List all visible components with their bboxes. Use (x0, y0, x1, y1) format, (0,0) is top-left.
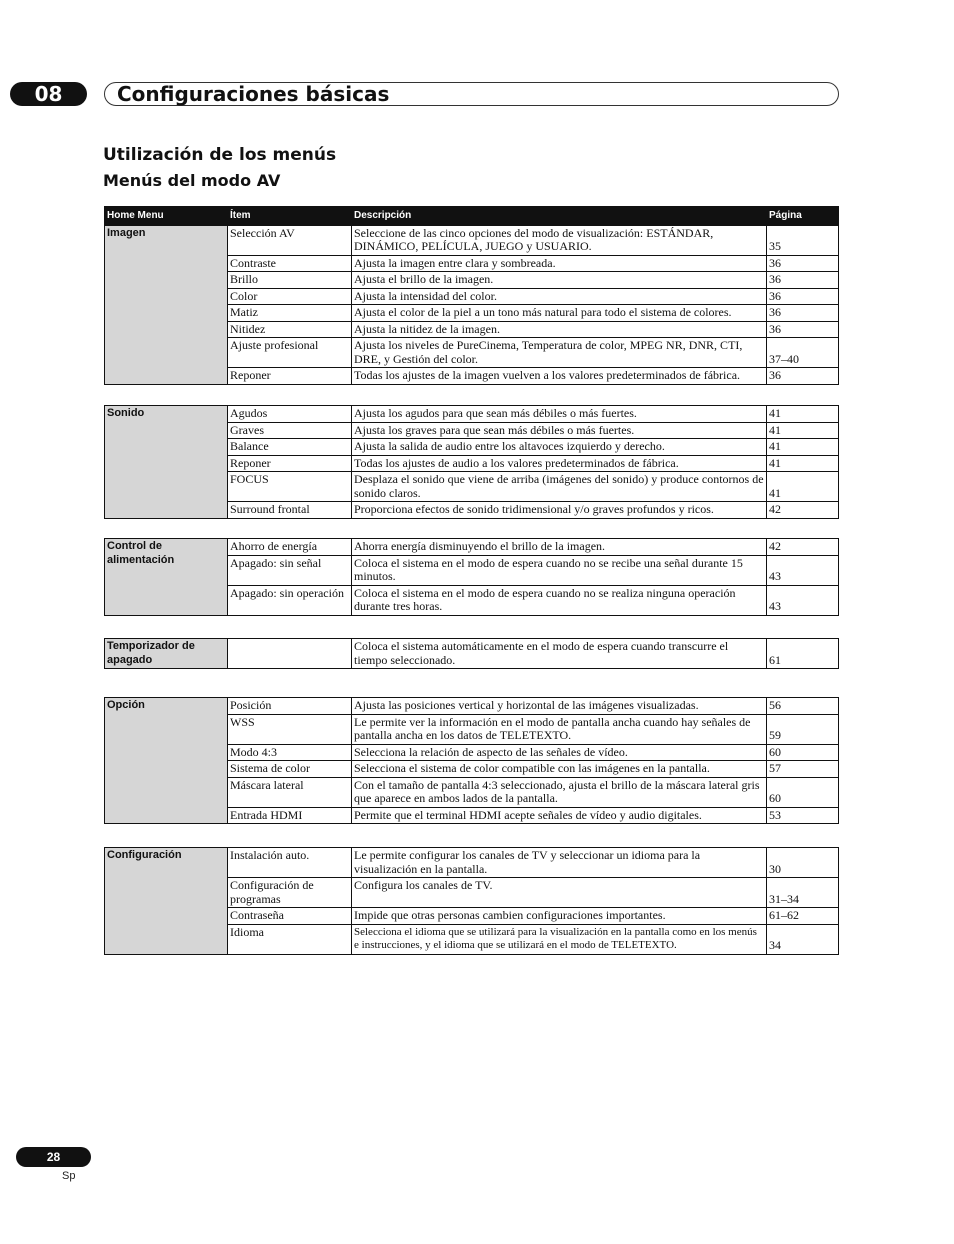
page-reference: 61 (767, 639, 839, 669)
column-header: Home Menu (105, 207, 228, 226)
page-reference: 36 (767, 305, 839, 322)
item-description: Ajusta la imagen entre clara y sombreada. (352, 255, 767, 272)
chapter-title: Configuraciones básicas (117, 82, 390, 106)
page-reference: 41 (767, 406, 839, 423)
item-description: Ajusta los graves para que sean más débiles o más fuertes. (352, 422, 767, 439)
page-reference: 34 (767, 924, 839, 954)
menu-item: Surround frontal (228, 502, 352, 519)
menu-table-sonido (104, 405, 839, 519)
menu-table-control-alimentacion (104, 538, 839, 616)
menu-item: Máscara lateral (228, 777, 352, 807)
page-number-badge: 28 (16, 1147, 91, 1167)
item-description: Ajusta el color de la piel a un tono más natural para todo el sistema de colores. (352, 305, 767, 322)
item-description: Proporciona efectos de sonido tridimensional y/o graves profundos y ricos. (352, 502, 767, 519)
menu-item: Idioma (228, 924, 352, 954)
page-reference: 36 (767, 288, 839, 305)
table-row (105, 539, 839, 556)
item-description: Ajusta las posiciones vertical y horizontal de las imágenes visualizadas. (352, 698, 767, 715)
page-reference: 53 (767, 807, 839, 824)
page-reference: 42 (767, 502, 839, 519)
subsection-title: Menús del modo AV (103, 171, 281, 190)
menu-item: Ajuste profesional (228, 338, 352, 368)
item-description: Coloca el sistema en el modo de espera cuando no se recibe una señal durante 15 minutos. (352, 555, 767, 585)
menu-category: Control de alimentación (105, 539, 228, 616)
item-description: Ajusta el brillo de la imagen. (352, 272, 767, 289)
menu-item: Sistema de color (228, 761, 352, 778)
menu-item: Selección AV (228, 225, 352, 255)
menu-item: Contraseña (228, 908, 352, 925)
item-description: Selecciona el sistema de color compatible con las imágenes en la pantalla. (352, 761, 767, 778)
menu-table-opcion (104, 697, 839, 824)
menu-category: Configuración (105, 848, 228, 955)
menu-item: Apagado: sin operación (228, 585, 352, 615)
menu-item: Contraste (228, 255, 352, 272)
page-reference: 36 (767, 321, 839, 338)
page-reference: 60 (767, 744, 839, 761)
item-description: Le permite ver la información en el modo de pantalla ancha cuando hay señales de pantalla ancha en los datos de TELETEXTO. (352, 714, 767, 744)
menu-category: Imagen (105, 225, 228, 384)
item-description: Ajusta los agudos para que sean más débiles o más fuertes. (352, 406, 767, 423)
page-reference: 60 (767, 777, 839, 807)
item-description: Desplaza el sonido que viene de arriba (imágenes del sonido) y produce contornos de sonido claros. (352, 472, 767, 502)
page-reference: 41 (767, 455, 839, 472)
menu-item: Color (228, 288, 352, 305)
item-description: Impide que otras personas cambien configuraciones importantes. (352, 908, 767, 925)
menu-item: FOCUS (228, 472, 352, 502)
menu-item: Apagado: sin señal (228, 555, 352, 585)
page-reference: 31–34 (767, 878, 839, 908)
item-description: Seleccione de las cinco opciones del modo de visualización: ESTÁNDAR, DINÁMICO, PELÍCULA, JUEGO y USUARIO. (352, 225, 767, 255)
menu-item: Graves (228, 422, 352, 439)
menu-item: Modo 4:3 (228, 744, 352, 761)
language-code: Sp (62, 1170, 76, 1182)
table-row (105, 406, 839, 423)
item-description: Todas los ajustes de la imagen vuelven a los valores predeterminados de fábrica. (352, 368, 767, 385)
item-description: Permite que el terminal HDMI acepte señales de vídeo y audio digitales. (352, 807, 767, 824)
item-description: Ajusta la intensidad del color. (352, 288, 767, 305)
item-description: Ajusta la nitidez de la imagen. (352, 321, 767, 338)
item-description: Todas los ajustes de audio a los valores predeterminados de fábrica. (352, 455, 767, 472)
menu-category: Opción (105, 698, 228, 824)
table-row (105, 698, 839, 715)
page-reference: 36 (767, 272, 839, 289)
column-header: Descripción (352, 207, 767, 226)
table-row (105, 639, 839, 669)
page-reference: 61–62 (767, 908, 839, 925)
page-reference: 41 (767, 439, 839, 456)
menu-item: Entrada HDMI (228, 807, 352, 824)
menu-item: Configuración de programas (228, 878, 352, 908)
page-reference: 43 (767, 585, 839, 615)
page-reference: 35 (767, 225, 839, 255)
page-reference: 30 (767, 848, 839, 878)
item-description: Le permite configurar los canales de TV y seleccionar un idioma para la visualización en la pantalla. (352, 848, 767, 878)
item-description: Ajusta la salida de audio entre los altavoces izquierdo y derecho. (352, 439, 767, 456)
menu-item: WSS (228, 714, 352, 744)
page-reference: 43 (767, 555, 839, 585)
table-row (105, 848, 839, 878)
chapter-title-box (104, 82, 839, 106)
page-reference: 41 (767, 422, 839, 439)
table-row (105, 225, 839, 255)
menu-item: Brillo (228, 272, 352, 289)
menu-table-configuracion (104, 847, 839, 955)
item-description: Selecciona la relación de aspecto de las señales de vídeo. (352, 744, 767, 761)
menu-item: Nitidez (228, 321, 352, 338)
menu-item: Matiz (228, 305, 352, 322)
menu-item (228, 639, 352, 669)
page-reference: 56 (767, 698, 839, 715)
menu-table-temporizador (104, 638, 839, 669)
item-description: Configura los canales de TV. (352, 878, 767, 908)
menu-item: Posición (228, 698, 352, 715)
item-description: Ahorra energía disminuyendo el brillo de la imagen. (352, 539, 767, 556)
item-description: Con el tamaño de pantalla 4:3 seleccionado, ajusta el brillo de la máscara lateral gris que aparece en ambos lados de la pantalla. (352, 777, 767, 807)
page-reference: 42 (767, 539, 839, 556)
column-header: Ítem (228, 207, 352, 226)
menu-table-imagen (104, 206, 839, 385)
section-title: Utilización de los menús (103, 145, 337, 165)
page-reference: 59 (767, 714, 839, 744)
page-reference: 57 (767, 761, 839, 778)
menu-category: Sonido (105, 406, 228, 519)
menu-item: Reponer (228, 368, 352, 385)
item-description: Coloca el sistema en el modo de espera cuando no se realiza ninguna operación durante tres horas. (352, 585, 767, 615)
column-header: Página (767, 207, 839, 226)
page-reference: 36 (767, 368, 839, 385)
menu-item: Ahorro de energía (228, 539, 352, 556)
item-description: Ajusta los niveles de PureCinema, Temperatura de color, MPEG NR, DNR, CTI, DRE, y Gestión del color. (352, 338, 767, 368)
menu-item: Reponer (228, 455, 352, 472)
page-reference: 37–40 (767, 338, 839, 368)
item-description: Coloca el sistema automáticamente en el modo de espera cuando transcurre el tiempo seleccionado. (352, 639, 767, 669)
menu-item: Balance (228, 439, 352, 456)
page-reference: 41 (767, 472, 839, 502)
menu-category: Temporizador de apagado (105, 639, 228, 669)
menu-item: Instalación auto. (228, 848, 352, 878)
item-description: Selecciona el idioma que se utilizará para la visualización en la pantalla como en los menús e instrucciones, y el idioma que se utilizará en el modo de TELETEXTO. (352, 924, 767, 954)
chapter-number-badge: 08 (10, 82, 87, 106)
table-header-row (105, 207, 839, 226)
menu-item: Agudos (228, 406, 352, 423)
page-reference: 36 (767, 255, 839, 272)
